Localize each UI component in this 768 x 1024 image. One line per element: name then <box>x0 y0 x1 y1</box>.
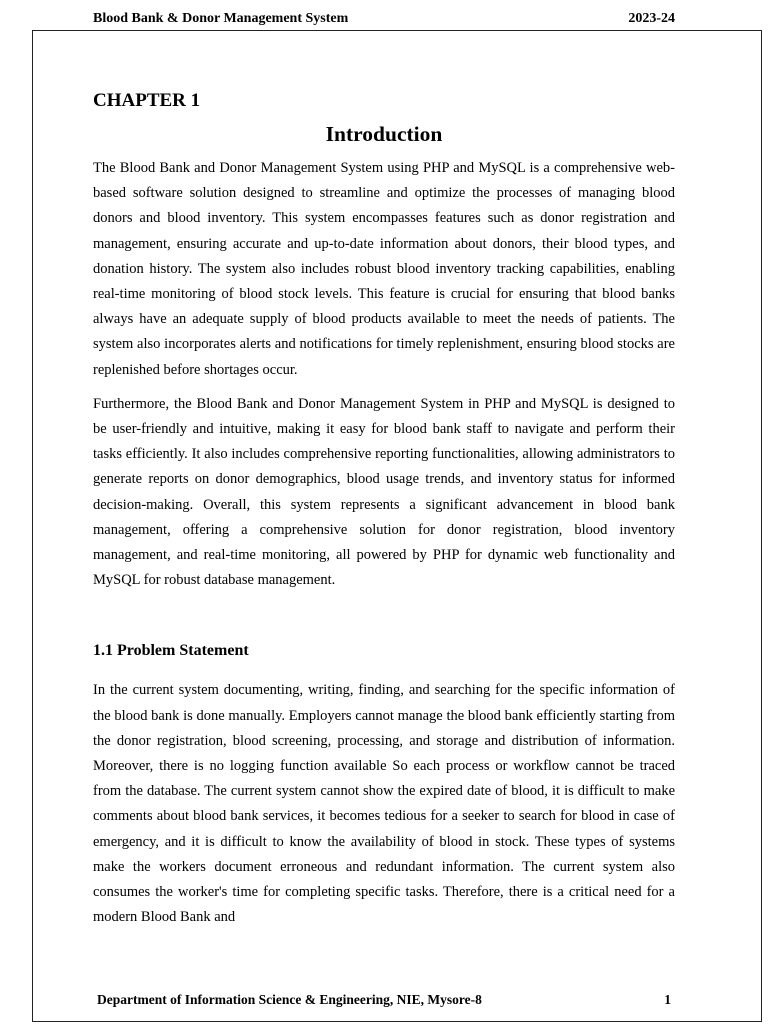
intro-paragraph-2: Furthermore, the Blood Bank and Donor Management System in PHP and MySQL is designed to be user-friendly and intuitive, making it easy for blood bank staff to navigate and perform their tasks efficiently. It also includes comprehensive reporting functionalities, allowing administrators to generate reports on donor demographics, blood usage trends, and inventory status for informed decision-making. Overall, this system represents a significant advancement in blood bank management, offering a comprehensive solution for donor registration, blood inventory management, and real-time monitoring, all powered by PHP for dynamic web functionality and MySQL for robust database management. <box>93 395 675 589</box>
intro-paragraph-1: The Blood Bank and Donor Management System using PHP and MySQL is a comprehensive web-based software solution designed to streamline and optimize the processes of managing blood donors and blood inventory. This system encompasses features such as donor registration and management, ensuring accurate and up-to-date information about donors, their blood types, and donation history. The system also includes robust blood inventory tracking capabilities, enabling real-time monitoring of blood stock levels. This feature is crucial for ensuring that blood banks always have an adequate supply of blood products available to meet the needs of patients. The system also incorporates alerts and notifications for timely replenishment, ensuring blood stocks are replenished before shortages occur. <box>93 160 675 378</box>
chapter-label: CHAPTER 1 <box>93 90 201 111</box>
footer-department: Department of Information Science & Engineering, NIE, Mysore-8 <box>97 992 482 1007</box>
page-content <box>93 86 675 930</box>
running-footer <box>97 990 671 1010</box>
chapter-title: Introduction <box>325 122 443 146</box>
header-year: 2023-24 <box>628 11 675 26</box>
problem-statement-paragraph: In the current system documenting, writing, finding, and searching for the specific information of the blood bank is done manually. Employers cannot manage the blood bank efficiently starting from the donor registration, blood screening, processing, and storage and distribution of information. Moreover, there is no logging function available So each process or workflow cannot be traced from the database. The current system cannot show the expired date of blood, it is difficult to make comments about blood bank services, it becomes tedious for a seeker to search for blood in case of emergency, and it is difficult to know the availability of blood in stock. These types of systems make the workers document erroneous and redundant information. The current system also consumes the worker's time for completing specific tasks. Therefore, there is a critical need for a modern Blood Bank and <box>93 682 675 926</box>
section-heading-problem-statement: 1.1 Problem Statement <box>93 642 249 660</box>
page-number: 1 <box>664 992 671 1007</box>
running-header <box>93 9 675 29</box>
header-title: Blood Bank & Donor Management System <box>93 11 349 26</box>
